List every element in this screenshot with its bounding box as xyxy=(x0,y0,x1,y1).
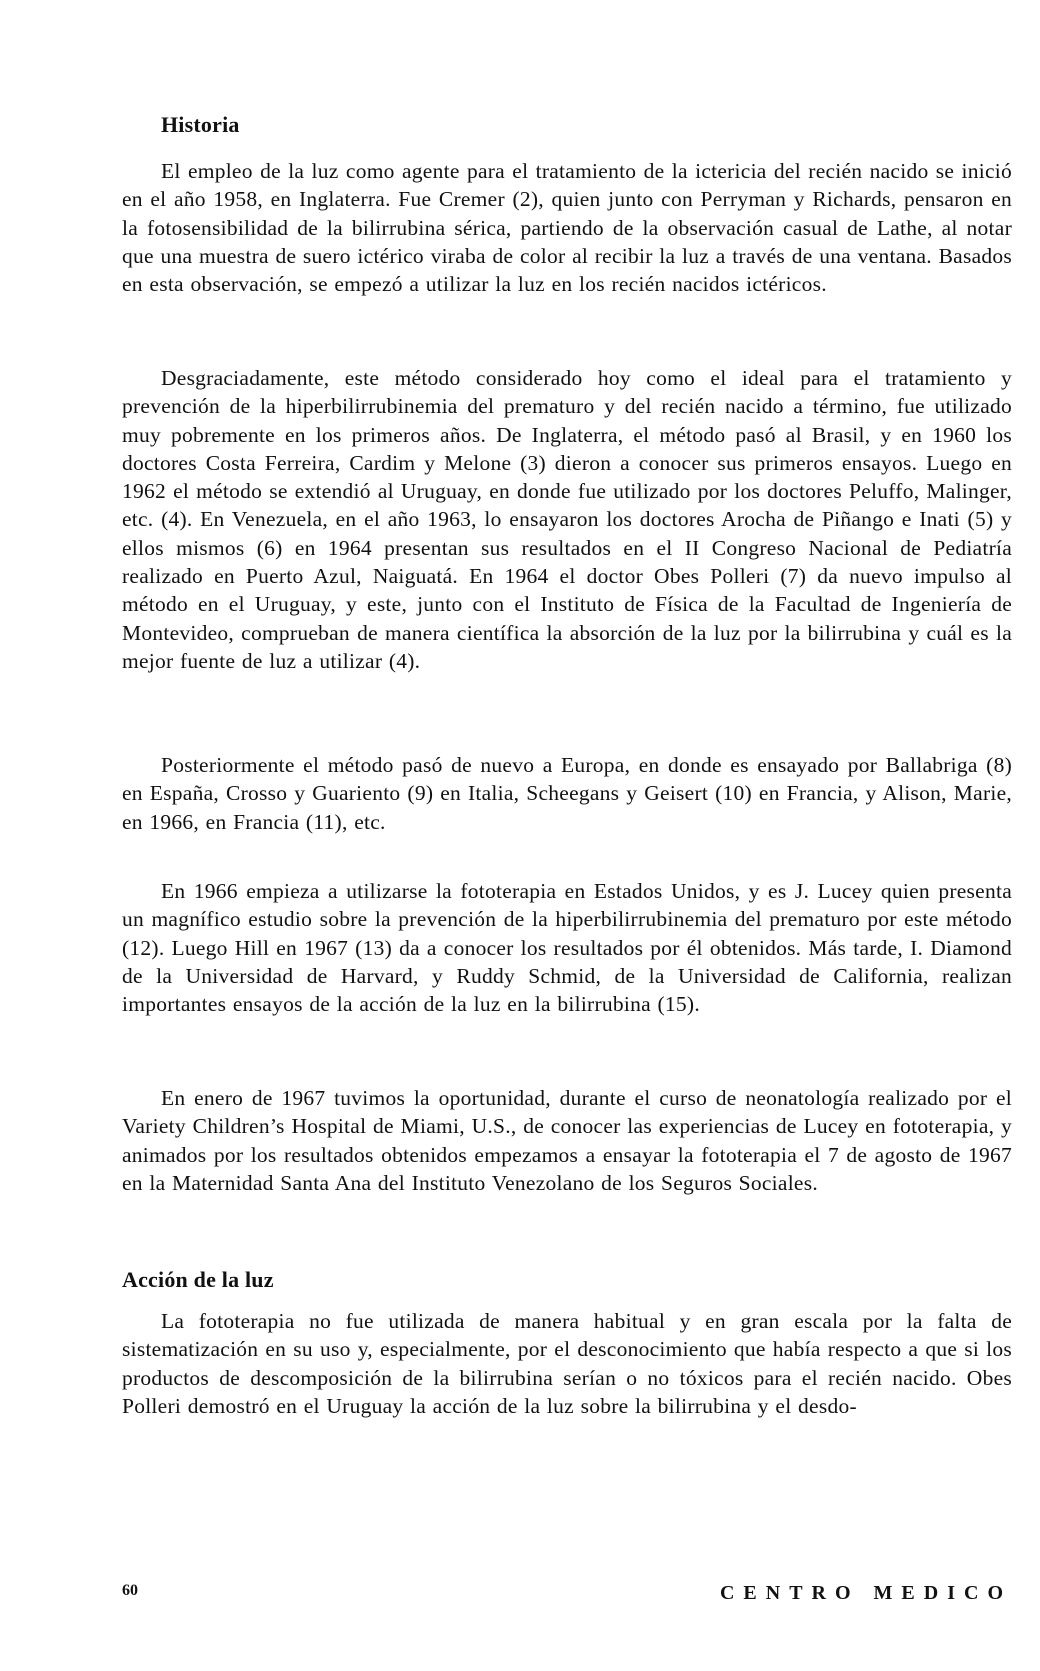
section-heading-accion-de-la-luz: Acción de la luz xyxy=(122,1267,274,1292)
paragraph-historia-2: Desgraciadamente, este método considerado hoy como el ideal para el tratamiento y prevención de la hiperbilirrubinemia del prematuro y del recién nacido a término, fue utilizado muy pobremente en los primeros años. De Inglaterra, el método pasó al Brasil, y en 1960 los doctores Costa Ferreira, Cardim y Melone (3) dieron a conocer sus primeros ensayos. Luego en 1962 el método se extendió al Uruguay, en donde fue utilizado por los doctores Peluffo, Malinger, etc. (4). En Venezuela, en el año 1963, lo ensayaron los doctores Arocha de Piñango e Inati (5) y ellos mismos (6) en 1964 presentan sus resultados en el II Congreso Nacional de Pediatría realizado en Puerto Azul, Naiguatá. En 1964 el doctor Obes Polleri (7) da nuevo impulso al método en el Uruguay, y este, junto con el Instituto de Física de la Facultad de Ingeniería de Montevideo, comprueban de manera científica la absorción de la luz por la bilirrubina y cuál es la mejor fuente de luz a utilizar (4). xyxy=(122,366,1012,673)
paragraph-accion-1: La fototerapia no fue utilizada de manera habitual y en gran escala por la falta de sistematización en su uso y, especialmente, por el desconocimiento que había respecto a que si los productos de descomposición de la bilirrubina serían o no tóxicos para el recién nacido. Obes Polleri demostró en el Uruguay la acción de la luz sobre la bilirrubina y el desdo- xyxy=(122,1309,1012,1418)
journal-name: CENTRO MEDICO xyxy=(719,1582,1012,1604)
page-number: 60 xyxy=(122,1582,138,1599)
paragraph-historia-4: En 1966 empieza a utilizarse la fototerapia en Estados Unidos, y es J. Lucey quien presenta un magnífico estudio sobre la prevención de la hiperbilirrubinemia del prematuro por este método (12). Luego Hill en 1967 (13) da a conocer los resultados por él obtenidos. Más tarde, I. Diamond de la Universidad de Harvard, y Ruddy Schmid, de la Universidad de California, realizan importantes ensayos de la acción de la luz en la bilirrubina (15). xyxy=(122,879,1012,1017)
paragraph-historia-5: En enero de 1967 tuvimos la oportunidad, durante el curso de neonatología realizado por el Variety Children’s Hospital de Miami, U.S., de conocer las experiencias de Lucey en fototerapia, y animados por los resultados obtenidos empezamos a ensayar la fototerapia el 7 de agosto de 1967 en la Maternidad Santa Ana del Instituto Venezolano de los Seguros Sociales. xyxy=(122,1086,1012,1195)
paragraph-historia-1: El empleo de la luz como agente para el tratamiento de la ictericia del recién nacido se inició en el año 1958, en Inglaterra. Fue Cremer (2), quien junto con Perryman y Richards, pensaron en la fotosensibilidad de la bilirrubina sérica, partiendo de la observación casual de Lathe, al notar que una muestra de suero ictérico viraba de color al recibir la luz a través de una ventana. Basados en esta observación, se empezó a utilizar la luz en los recién nacidos ictéricos. xyxy=(122,159,1012,297)
section-heading-historia: Historia xyxy=(161,112,240,137)
paragraph-historia-3: Posteriormente el método pasó de nuevo a Europa, en donde es ensayado por Ballabriga (8) en España, Crosso y Guariento (9) en Italia, Scheegans y Geisert (10) en Francia, y Alison, Marie, en 1966, en Francia (11), etc. xyxy=(122,753,1012,834)
